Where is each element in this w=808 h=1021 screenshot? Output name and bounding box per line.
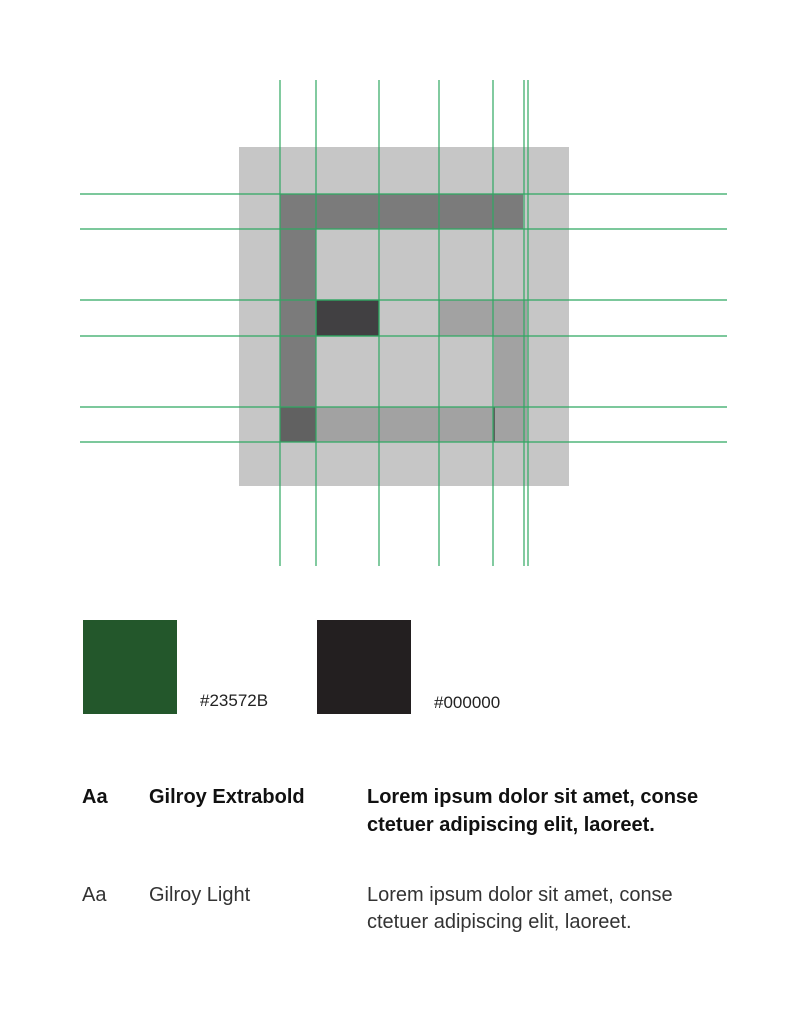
black-swatch-label: #000000 [434,693,501,712]
extrabold-font-name: Gilroy Extrabold [149,786,305,808]
light-text-line-2: ctetuer adipiscing elit, laoreet. [367,911,632,933]
green-swatch [83,620,177,714]
extrabold-text-line-1: Lorem ipsum dolor sit amet, conse [367,786,699,808]
extrabold-sample: Aa [82,786,108,808]
corner-block [280,407,316,442]
light-text-line-1: Lorem ipsum dolor sit amet, conse [367,884,673,906]
green-swatch-label: #23572B [200,691,269,710]
right-bar-block [494,336,527,407]
middle-right-block [439,300,527,336]
light-sample: Aa [82,884,107,906]
light-font-name: Gilroy Light [149,884,251,906]
dark-block [316,300,379,336]
left-bar-block [280,229,316,407]
black-swatch [317,620,411,714]
bottom-bar-block [316,407,527,442]
extrabold-text-line-2: ctetuer adipiscing elit, laoreet. [367,814,655,836]
